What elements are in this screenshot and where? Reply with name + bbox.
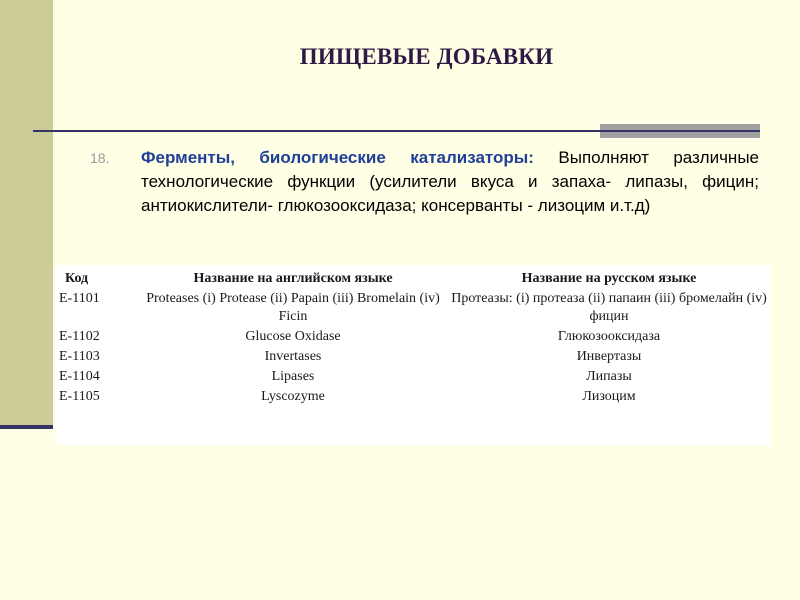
list-item-text — [141, 146, 759, 218]
cell-russian: Лизоцим — [582, 389, 636, 404]
cell-code: Е-1101 — [59, 291, 100, 306]
slide-title: ПИЩЕВЫЕ ДОБАВКИ — [299, 44, 554, 69]
cell-english: Proteases (i) Protease (ii) Papain (iii) Bromelain (iv) Ficin — [146, 291, 440, 324]
table-row — [55, 347, 771, 367]
table-row — [55, 387, 771, 407]
cell-code: Е-1102 — [59, 329, 100, 344]
additives-table-panel — [55, 265, 771, 445]
divider-accent-line — [600, 130, 760, 132]
cell-code: Е-1104 — [59, 369, 100, 384]
table-header-row — [55, 265, 771, 289]
cell-russian: Инвертазы — [576, 349, 642, 364]
cell-english: Lipases — [271, 369, 315, 384]
header-russian: Название на русском языке — [521, 271, 697, 286]
title-divider — [33, 130, 600, 132]
header-code: Код — [65, 271, 89, 286]
cell-english: Lyscozyme — [261, 389, 325, 404]
cell-russian: Глюкозооксидаза — [557, 329, 661, 344]
table-row — [55, 367, 771, 387]
header-english: Название на английском языке — [193, 271, 393, 286]
list-item-highlight: Ферменты, биологические катализаторы: — [141, 148, 534, 167]
cell-code: Е-1103 — [59, 349, 100, 364]
cell-russian: Протеазы: (i) протеаза (ii) папаин (iii) бромелайн (iv) фицин — [451, 291, 767, 324]
cell-english: Invertases — [264, 349, 322, 364]
left-decor-bar-edge — [0, 425, 53, 429]
cell-code: Е-1105 — [59, 389, 100, 404]
table-row — [55, 327, 771, 347]
table-row — [55, 289, 771, 327]
left-decor-bar — [0, 0, 53, 425]
list-item-number: 18. — [90, 150, 110, 166]
list-item-body: Выполняют различные технологические функции (усилители вкуса и запаха- липазы, фицин; антиокислители- глюкозооксидаза; консерванты - лизоцим и.т.д) — [141, 148, 759, 215]
additives-table — [55, 265, 771, 407]
cell-english: Glucose Oxidase — [245, 329, 341, 344]
cell-russian: Липазы — [586, 369, 632, 384]
